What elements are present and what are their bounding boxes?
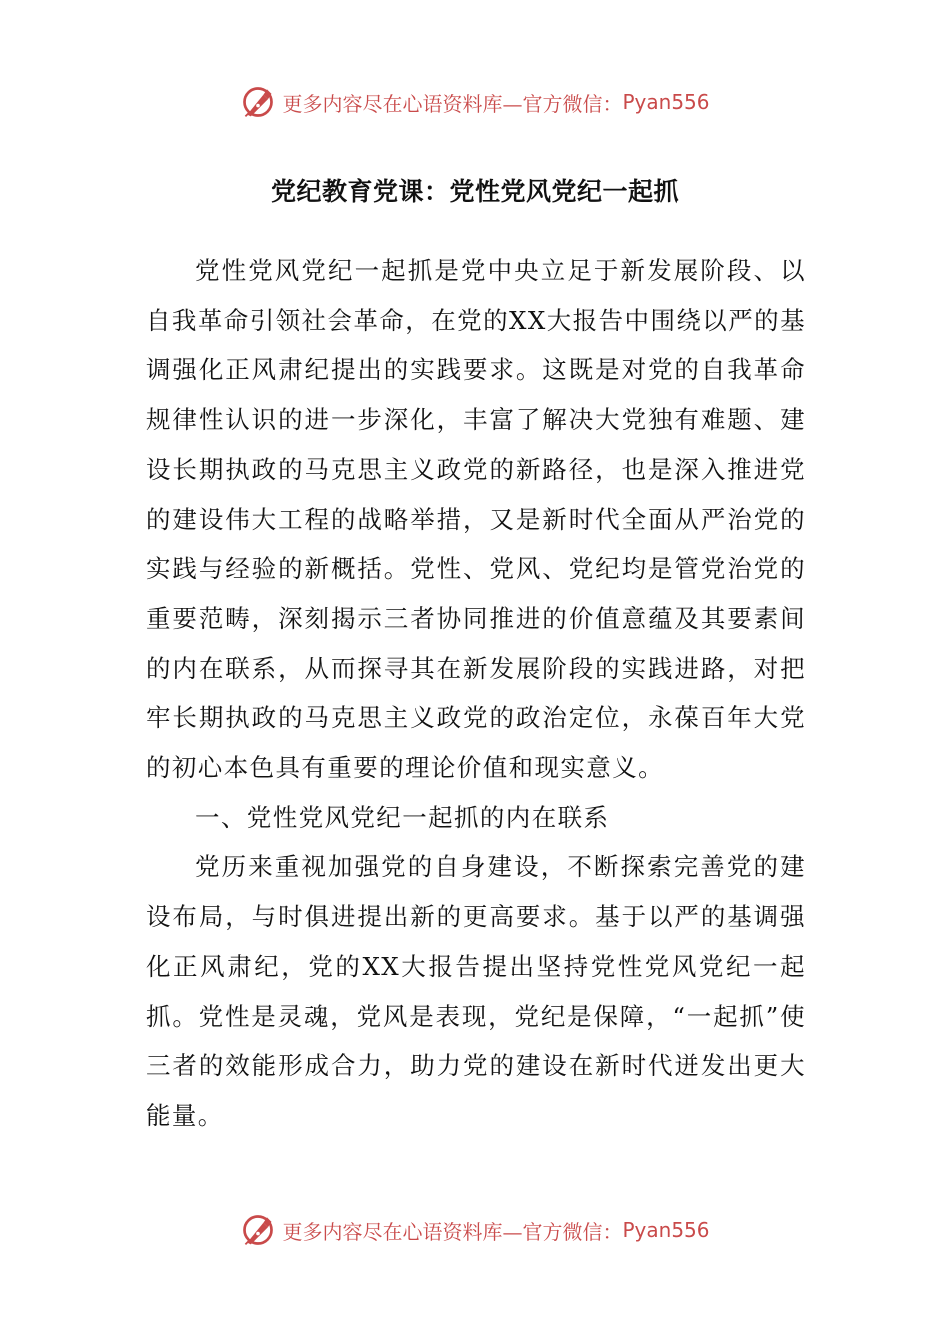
footer-banner — [0, 1210, 950, 1250]
header-banner-text: 更多内容尽在心语资料库—官方微信： — [282, 91, 623, 116]
header-banner — [0, 82, 950, 122]
intro-paragraph: 党性党风党纪一起抓是党中央立足于新发展阶段、以自我革命引领社会革命，在党的XX大报告中围绕以严的基调强化正风肃纪提出的实践要求。这既是对党的自我革命规律性认识的进一步深化，丰富了解决大党独有难题、建设长期执政的马克思主义政党的新路径，也是深入推进党的建设伟大工程的战略举措，又是新时代全面从严治党的实践与经验的新概括。党性、党风、党纪均是管党治党的重要范畴，深刻揭示三者协同推进的价值意蕴及其要素间的内在联系，从而探寻其在新发展阶段的实践进路，对把牢长期执政的马克思主义政党的政治定位，永葆百年大党的初心本色具有重要的理论价值和现实意义。 — [146, 256, 806, 783]
footer-banner-text: 更多内容尽在心语资料库—官方微信： — [282, 1219, 623, 1244]
pen-nib-logo-icon — [240, 1212, 276, 1248]
section-heading: 一、党性党风党纪一起抓的内在联系 — [195, 802, 610, 832]
section-paragraph: 党历来重视加强党的自身建设，不断探索完善党的建设布局，与时俱进提出新的更高要求。基于以严的基调强化正风肃纪，党的XX大报告提出坚持党性党风党纪一起抓。党性是灵魂，党风是表现，党纪是保障，“一起抓”使三者的效能形成合力，助力党的建设在新时代迸发出更大能量。 — [146, 852, 806, 1130]
footer-wechat-id: Pyan556 — [622, 1218, 710, 1242]
document-body — [146, 246, 806, 1141]
pen-nib-logo-icon — [240, 84, 276, 120]
header-wechat-id: Pyan556 — [622, 90, 710, 114]
document-title: 党纪教育党课：党性党风党纪一起抓 — [270, 177, 679, 206]
